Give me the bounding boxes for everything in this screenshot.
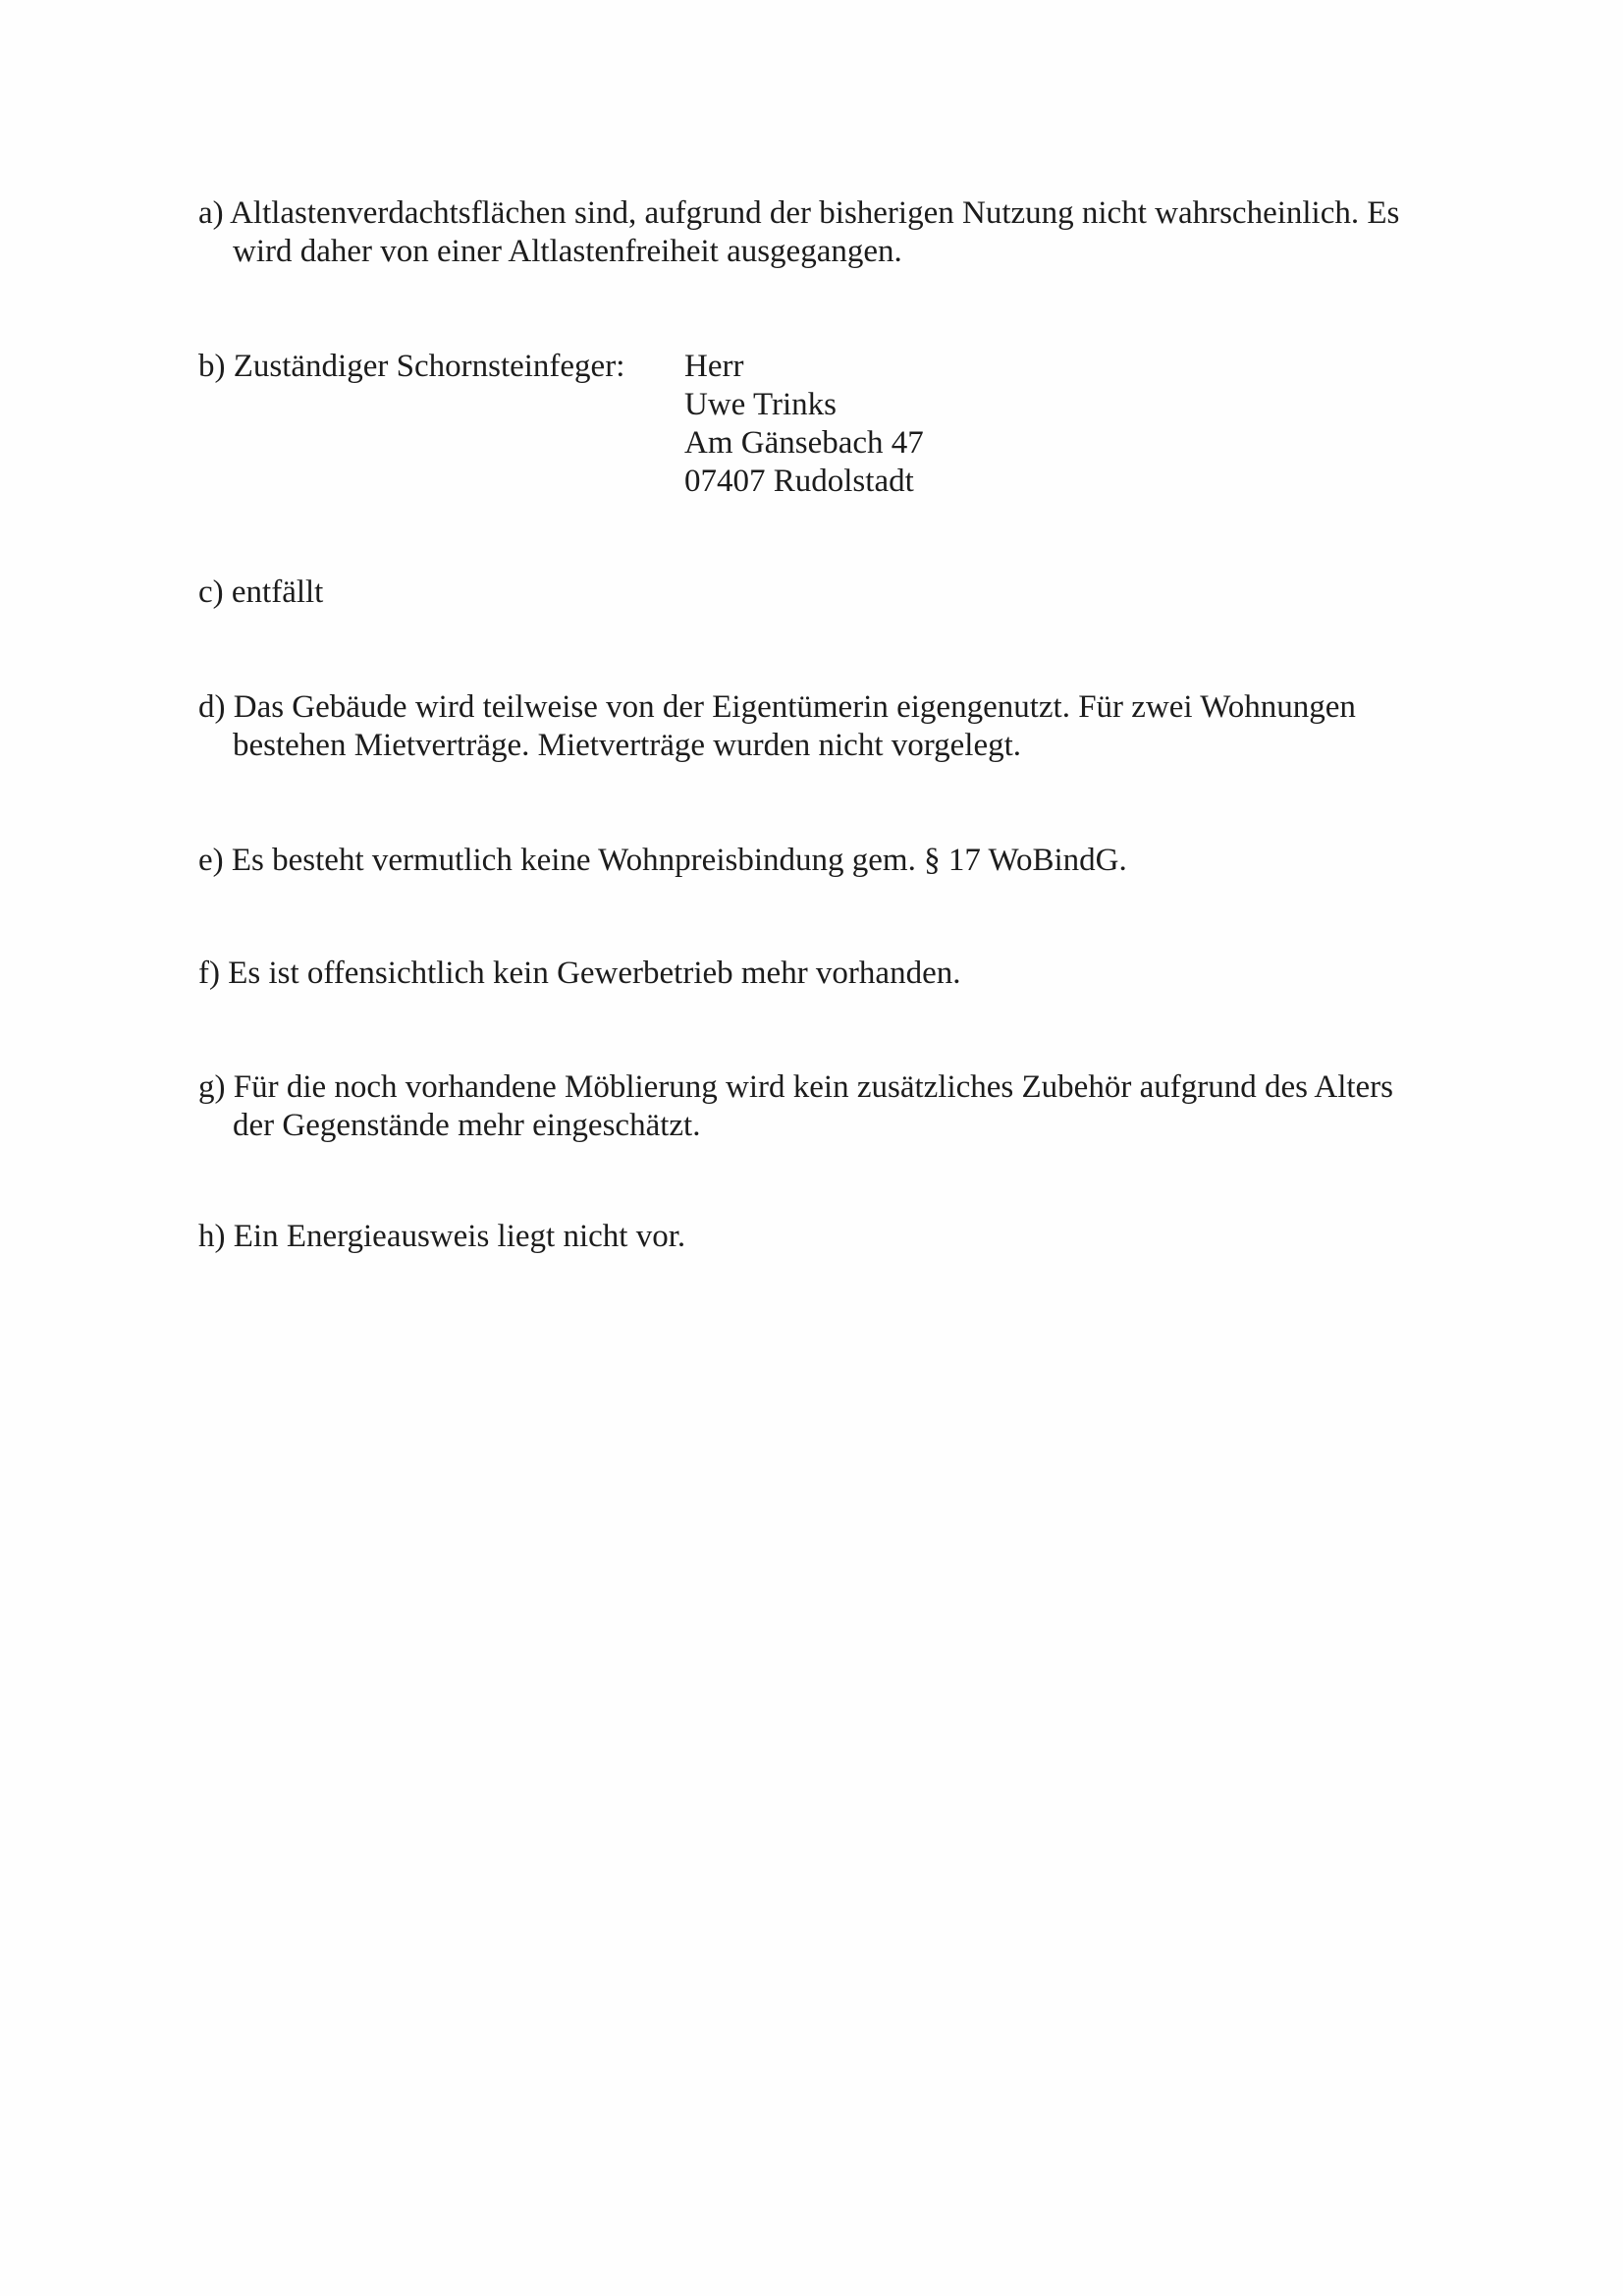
item-e-line-1: e) Es besteht vermutlich keine Wohnpreisbindung gem. § 17 WoBindG. xyxy=(198,843,1127,878)
address-salutation: Herr xyxy=(684,349,744,384)
item-f-line-1: f) Es ist offensichtlich kein Gewerbetrieb mehr vorhanden. xyxy=(198,956,961,991)
item-a-line-1: a) Altlastenverdachtsflächen sind, aufgrund der bisherigen Nutzung nicht wahrscheinlich. Es xyxy=(198,195,1400,231)
item-g-line-2: der Gegenstände mehr eingeschätzt. xyxy=(233,1108,701,1143)
item-f xyxy=(198,955,1455,993)
address-city: 07407 Rudolstadt xyxy=(684,464,914,499)
item-d-line-1: d) Das Gebäude wird teilweise von der Eigentümerin eigengenutzt. Für zwei Wohnungen xyxy=(198,689,1356,725)
item-d-line-2: bestehen Mietverträge. Mietverträge wurden nicht vorgelegt. xyxy=(233,728,1022,763)
item-b-label: b) Zuständiger Schornsteinfeger: xyxy=(198,349,625,384)
item-h-line-1: h) Ein Energieausweis liegt nicht vor. xyxy=(198,1219,686,1254)
item-c xyxy=(198,574,1455,612)
item-e xyxy=(198,842,1455,880)
item-h xyxy=(198,1218,1455,1256)
item-a xyxy=(198,194,1455,271)
item-d xyxy=(198,688,1455,765)
item-g-line-1: g) Für die noch vorhandene Möblierung wird kein zusätzliches Zubehör aufgrund des Alters xyxy=(198,1069,1394,1105)
address-name: Uwe Trinks xyxy=(684,387,837,422)
item-g xyxy=(198,1068,1455,1145)
chimney-sweep-address xyxy=(684,348,924,501)
item-c-line-1: c) entfällt xyxy=(198,574,324,610)
address-street: Am Gänsebach 47 xyxy=(684,425,924,461)
item-a-line-2: wird daher von einer Altlastenfreiheit ausgegangen. xyxy=(233,234,902,269)
